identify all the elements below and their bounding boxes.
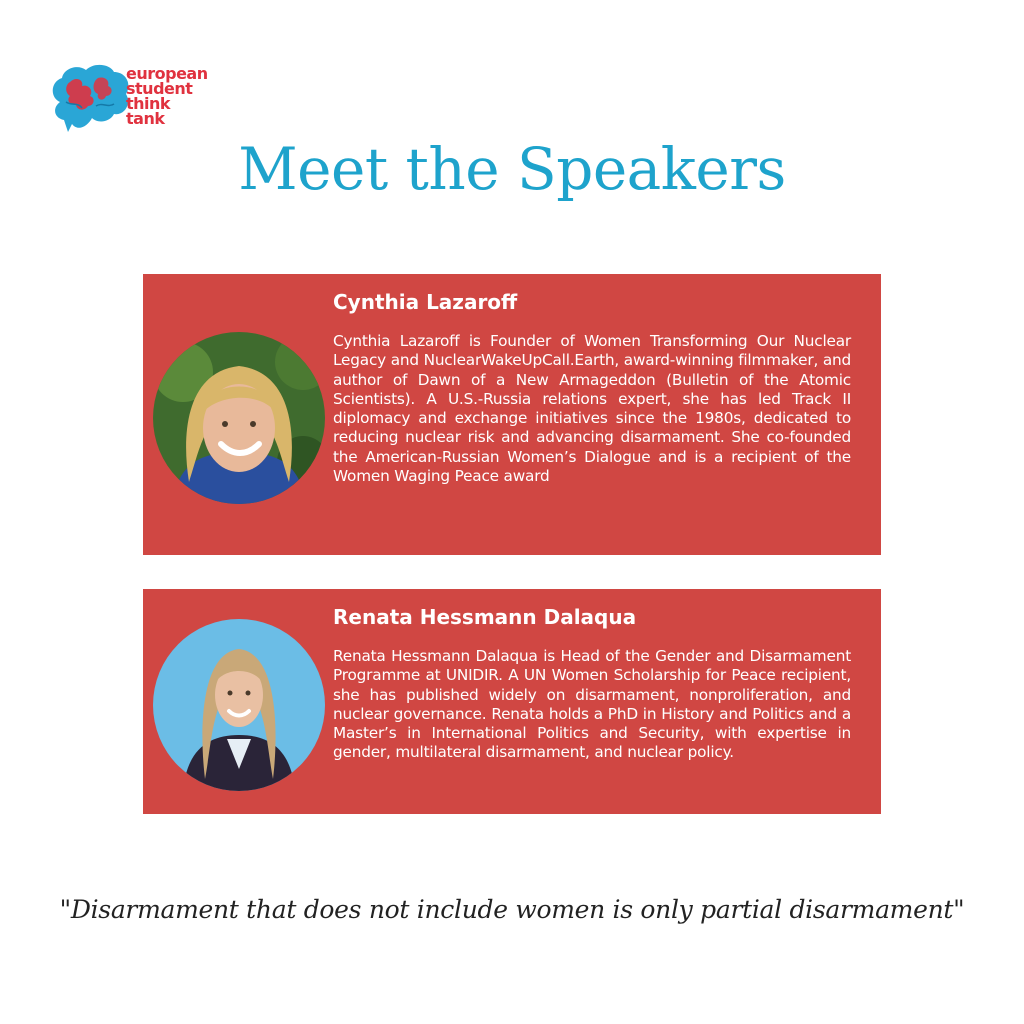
logo [48,62,238,134]
logo-line: european [126,64,208,83]
logo-wordmark [126,66,208,126]
logo-line: tank [126,109,165,128]
logo-line: think [126,94,171,113]
speaker-card [143,589,881,814]
brain-europe-map-icon [48,62,132,134]
speaker-bio: Renata Hessmann Dalaqua is Head of the Gender and Disarmament Programme at UNIDIR. A UN Women Scholarship for Peace recipient, she has published widely on disarmament, nonproliferation, and nuclear governance. Renata holds a PhD in History and Politics and a Master’s in International Politics and Security, with expertise in gender, multilateral disarmament, and nuclear policy. [333,647,851,762]
speaker-bio: Cynthia Lazaroff is Founder of Women Transforming Our Nuclear Legacy and NuclearWakeUpCall.Earth, award-winning filmmaker, and author of Dawn of a New Armageddon (Bulletin of the Atomic Scientists). A U.S.-Russia relations expert, she has led Track II diplomacy and exchange initiatives since the 1980s, dedicated to reducing nuclear risk and advancing disarmament. She co-founded the American-Russian Women’s Dialogue and is a recipient of the Women Waging Peace award [333,332,851,486]
speaker-name: Cynthia Lazaroff [333,290,518,314]
speaker-photo-avatar [153,332,325,504]
quote: "Disarmament that does not include women is only partial disarmament" [59,895,965,924]
speaker-photo-avatar [153,619,325,791]
speaker-name: Renata Hessmann Dalaqua [333,605,637,629]
logo-line: student [126,79,193,98]
page-title: Meet the Speakers [238,135,786,203]
speaker-card [143,274,881,555]
